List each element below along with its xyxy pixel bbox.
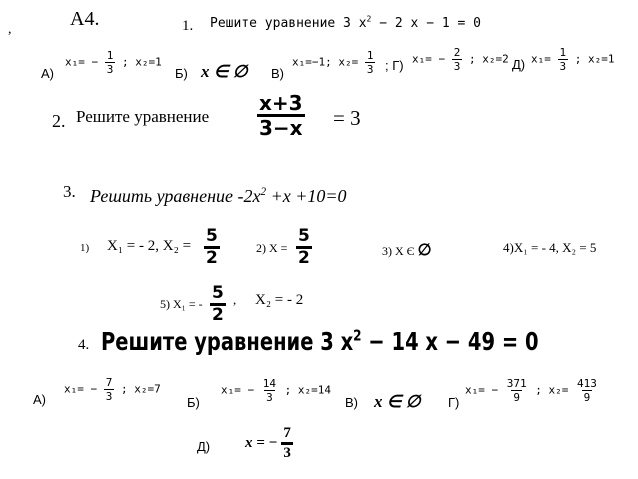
task3-exponent: 2 xyxy=(260,186,267,198)
task1-option-a-fraction: $\frac{1}{3}$ xyxy=(106,49,114,76)
task3-option-2-fraction: $\frac{5}{2}$ xyxy=(298,226,310,268)
task1-number: 1. xyxy=(182,18,194,34)
task3-option-3: 3) X Є ∅ xyxy=(382,242,432,259)
task4-option-d: x₁= − $\frac{371}{9}$ ; x₂= $\frac{413}{9}$ xyxy=(465,377,597,404)
empty-set-icon: ∅ xyxy=(417,242,432,259)
task4-option-b-label: Б) xyxy=(187,395,200,410)
task3-option-5-fraction: $\frac{5}{2}$ xyxy=(212,283,224,325)
task4-option-d-label: Г) xyxy=(448,395,460,410)
task4-option-c: x ∈ ∅ xyxy=(374,392,421,411)
task3-option-5-rest: X₂ = - 2 xyxy=(255,292,304,308)
task2-denominator: 3−x xyxy=(259,116,303,140)
task4-option-b: x₁= − $\frac{14}{3}$ ; x₂=14 xyxy=(221,377,331,404)
task1-option-b: x ∈ ∅ xyxy=(201,62,248,81)
task3-equation xyxy=(90,186,347,207)
page-title: А4. xyxy=(70,8,100,30)
task1-prompt: Решите уравнение 3 x xyxy=(210,16,367,31)
task3-option-1-fraction: $\frac{5}{2}$ xyxy=(206,226,218,268)
task3-option-4: 4)X₁ = - 4, X₂ = 5 xyxy=(503,240,597,255)
task3-option-1-label: 1) xyxy=(80,242,90,254)
task4-option-e: x = − $\frac{7}{3}$ xyxy=(245,425,291,461)
task4-prompt-rest: − 14 x − 49 = 0 xyxy=(361,327,539,356)
task2-number: 2. xyxy=(52,111,66,131)
task1-exponent: 2 xyxy=(366,14,372,24)
task4-option-d-fraction: $\frac{371}{9}$ xyxy=(506,377,527,404)
task4-prompt: Решите уравнение 3 x xyxy=(101,327,354,356)
task4-option-b-fraction: $\frac{14}{3}$ xyxy=(262,377,276,404)
task1-option-c-label: В) xyxy=(271,66,284,81)
task1-option-c-fraction: $\frac{1}{3}$ xyxy=(366,49,374,76)
task4-option-a-fraction: $\frac{7}{3}$ xyxy=(105,376,113,403)
task2-prompt: Решите уравнение xyxy=(76,107,210,126)
task1-option-d-fraction: $\frac{2}{3}$ xyxy=(453,46,461,73)
task2-fraction xyxy=(257,93,305,138)
task1-option-a-label: А) xyxy=(41,66,54,81)
task1-option-d: x₁= − $\frac{2}{3}$ ; x₂=2 xyxy=(412,46,509,73)
task1-option-a: x₁= − $\frac{1}{3}$ ; x₂=1 xyxy=(65,49,162,76)
task4-equation xyxy=(101,327,638,356)
task4-exponent: 2 xyxy=(353,326,362,345)
task3-prompt: Решить уравнение -2x xyxy=(90,186,261,206)
task3-option-5-label: 5) X₁ = - xyxy=(160,297,203,311)
task4-option-a-label: А) xyxy=(33,392,46,407)
task2-rhs: = 3 xyxy=(333,106,361,130)
task1-option-e: x₁= $\frac{1}{3}$ ; x₂=1 xyxy=(531,46,615,73)
task4-option-d-fraction2: $\frac{413}{9}$ xyxy=(577,377,597,404)
task1-equation xyxy=(210,16,481,31)
task1-option-e-label: Д) xyxy=(512,57,526,72)
task3-option-2: 2) X = xyxy=(256,241,288,255)
task1-option-c: x₁=−1; x₂= $\frac{1}{3}$ xyxy=(292,49,374,76)
task3-option-1: X₁ = - 2, X₂ = xyxy=(107,238,192,254)
task4-option-e-fraction: $\frac{7}{3}$ xyxy=(283,425,291,461)
task3-number: 3. xyxy=(63,182,76,201)
task3-option-5-sep: , xyxy=(233,292,237,307)
task4-option-e-label: Д) xyxy=(197,439,211,454)
task1-option-b-label: Б) xyxy=(175,66,188,81)
task1-option-d-label: ; Г) xyxy=(385,58,404,73)
stray-comma: , xyxy=(8,22,12,37)
task4-option-c-label: В) xyxy=(345,395,358,410)
task1-option-e-fraction: $\frac{1}{3}$ xyxy=(559,46,567,73)
task4-option-a: x₁= − $\frac{7}{3}$ ; x₂=7 xyxy=(64,376,161,403)
task3-prompt-rest: +x +10=0 xyxy=(266,186,347,206)
task1-prompt-rest: − 2 x − 1 = 0 xyxy=(371,16,481,31)
task4-number: 4. xyxy=(78,337,90,353)
task2-numerator: x+3 xyxy=(259,91,303,115)
